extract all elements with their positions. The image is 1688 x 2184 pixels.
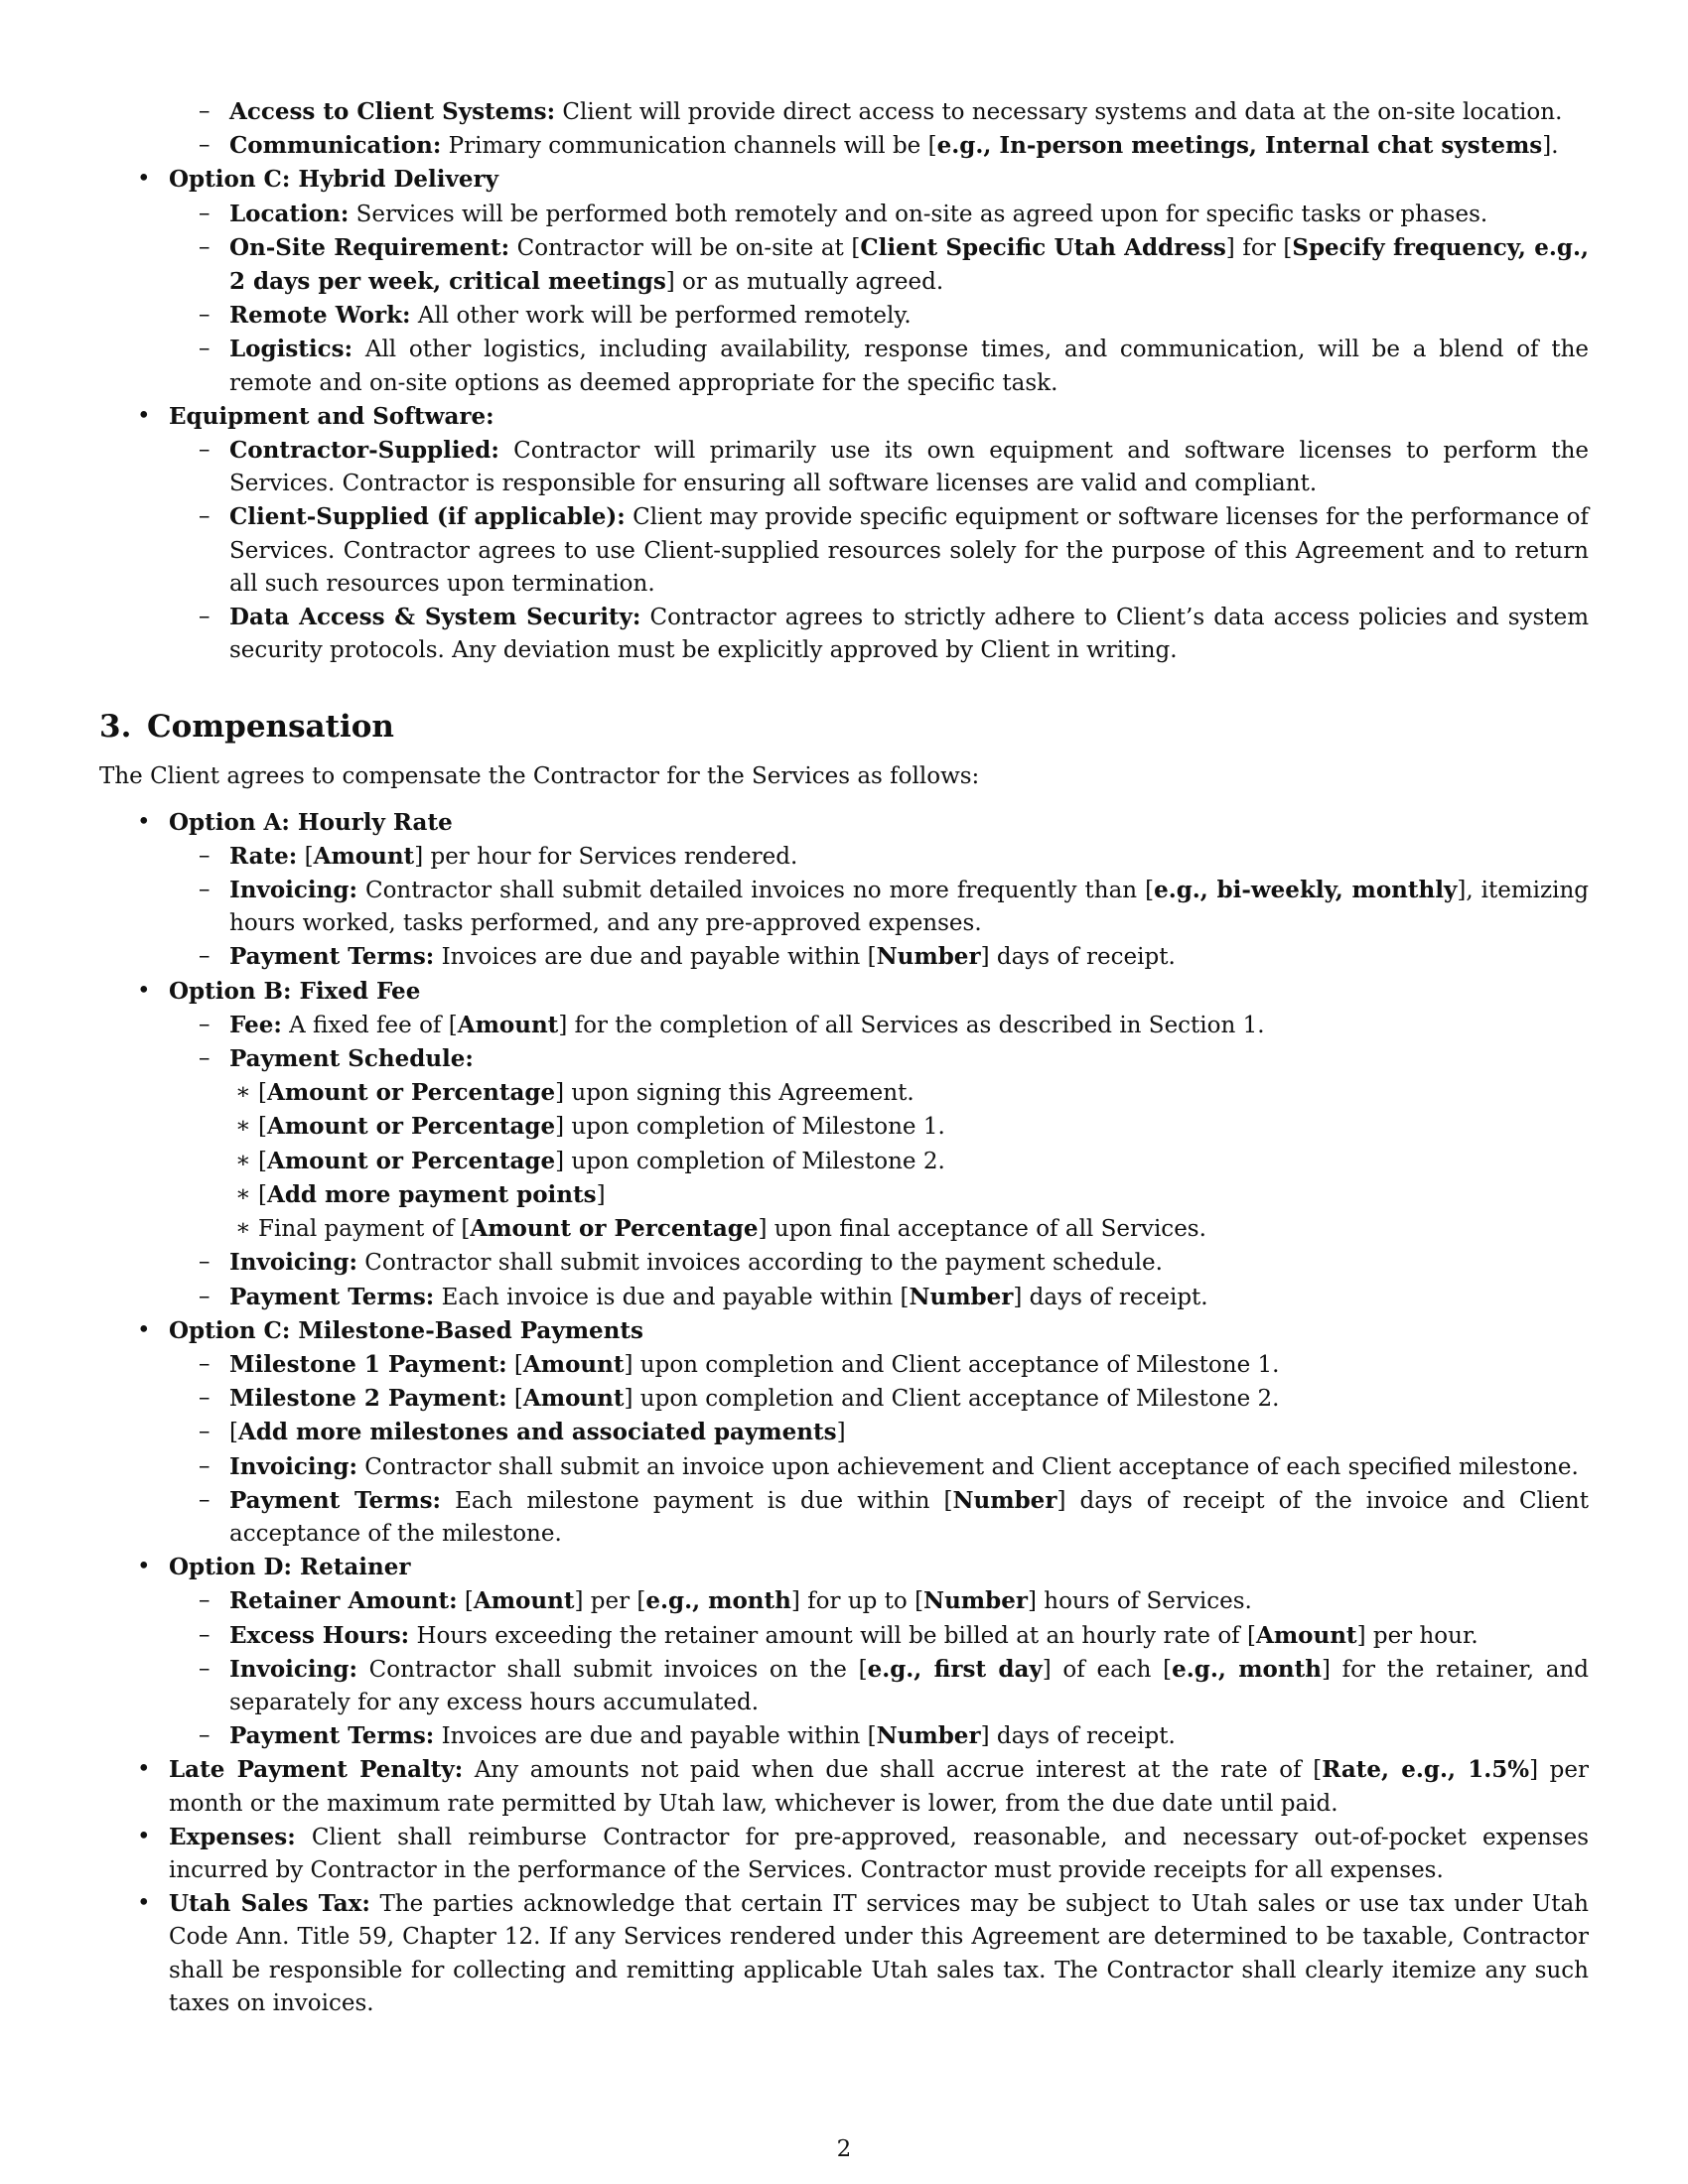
list-item: – Payment Terms: Each invoice is due and payable within [Number] days of receipt.	[199, 1283, 1208, 1310]
list-item: – Location: Services will be performed both remotely and on-site as agreed upon for specific tasks or phases.	[199, 200, 1488, 227]
option-c-hybrid-delivery: • Option C: Hybrid Delivery – Location: Services will be performed both remotely and on-site as agreed upon for specific tasks or phases. – On-Site Requirement: Contractor will be on-site at [Client Specific Utah Address] for [Specify frequency, e.g., 2 days per week, critical meetings] or as mutually agreed. – Remote Work: All other work will be performed remotely. – Logistics: All other logistics, including availability, response times, and communication, will be a blend of the remote and on-site options as deemed appropriate for the specific task.	[99, 163, 1589, 399]
list-item: – On-Site Requirement: Contractor will be on-site at [Client Specific Utah Address] for [Specify frequency, e.g., 2 days per week, critical meetings] or as mutually agreed.	[199, 233, 1589, 296]
equipment-and-software: • Equipment and Software: – Contractor-Supplied: Contractor will primarily use its own equipment and software licenses to perform the Services. Contractor is responsible for ensuring all software licenses are valid and compliant. – Client-Supplied (if applicable): Client may provide specific equipment or software licenses for the performance of Services. Contractor agrees to use Client-supplied resources solely for the purpose of this Agreement and to return all such resources upon termination. – Data Access & System Security: Contractor agrees to strictly adhere to Client’s data access policies and system security protocols. Any deviation must be explicitly approved by Client in writing.	[99, 400, 1589, 668]
option-c-milestone-payments: • Option C: Milestone-Based Payments – Milestone 1 Payment: [Amount] upon completion and Client acceptance of Milestone 1. – Milestone 2 Payment: [Amount] upon completion and Client acceptance of Milestone 2. – [Add more milestones and associated payments] – Invoicing: Contractor shall submit an invoice upon achievement and Client acceptance of each specified milestone. – Payment Terms: Each milestone payment is due within [Number] days of receipt of the invoice and Client acceptance of the milestone.	[99, 1314, 1589, 1551]
list-item: – Fee: A fixed fee of [Amount] for the completion of all Services as described in Section 1.	[199, 1011, 1265, 1038]
section-heading-compensation: 3. Compensation	[99, 709, 394, 746]
list-item: – Payment Terms: Invoices are due and payable within [Number] days of receipt.	[199, 1722, 1176, 1750]
list-item: – Invoicing: Contractor shall submit an invoice upon achievement and Client acceptance of each specified milestone.	[199, 1452, 1579, 1480]
option-b-fixed-fee: • Option B: Fixed Fee – Fee: A fixed fee of [Amount] for the completion of all Services as described in Section 1. – Payment Schedule: ∗ [Amount or Percentage] upon signing this Agreement. ∗ [Amount or Percentage] upon completion of Milestone 1. ∗ [Amount or Percentage] upon completion of Milestone 2. ∗ [Add more payment points] ∗ Final payment of [Amount or Percentage] upon final acceptance of all Services. – Invoicing: Contractor shall submit invoices according to the payment schedule. – Payment Terms: Each invoice is due and payable within [Number] days of receipt.	[99, 975, 1589, 1314]
page-number: 2	[836, 2136, 852, 2162]
schedule-item: ∗ Final payment of [Amount or Percentage] upon final acceptance of all Services.	[235, 1215, 1206, 1243]
list-item: – Access to Client Systems: Client will provide direct access to necessary systems and data at the on-site location.	[199, 98, 1563, 125]
delivery-options-list	[99, 163, 1589, 667]
list-item: – Logistics: All other logistics, including availability, response times, and communication, will be a blend of the remote and on-site options as deemed appropriate for the specific task.	[199, 336, 1589, 396]
list-item: – Communication: Primary communication channels will be [e.g., In-person meetings, Internal chat systems].	[199, 132, 1559, 160]
list-item: – Contractor-Supplied: Contractor will primarily use its own equipment and software licenses to perform the Services. Contractor is responsible for ensuring all software licenses are valid and compliant.	[199, 437, 1589, 497]
schedule-item: ∗ [Amount or Percentage] upon completion of Milestone 1.	[235, 1113, 945, 1141]
list-item: – Invoicing: Contractor shall submit invoices on the [e.g., first day] of each [e.g., month] for the retainer, and separately for any excess hours accumulated.	[199, 1655, 1590, 1715]
utah-sales-tax: • Utah Sales Tax: The parties acknowledge that certain IT services may be subject to Utah sales or use tax under Utah Code Ann. Title 59, Chapter 12. If any Services rendered under this Agreement are determined to be taxable, Contractor shall be responsible for collecting and remitting applicable Utah sales tax. The Contractor shall clearly itemize any such taxes on invoices.	[137, 1890, 1589, 2016]
option-d-retainer: • Option D: Retainer – Retainer Amount: [Amount] per [e.g., month] for up to [Number] hours of Services. – Excess Hours: Hours exceeding the retainer amount will be billed at an hourly rate of [Amount] per hour. – Invoicing: Contractor shall submit invoices on the [e.g., first day] of each [e.g., month] for the retainer, and separately for any excess hours accumulated. – Payment Terms: Invoices are due and payable within [Number] days of receipt.	[99, 1551, 1589, 1753]
payment-schedule: – Payment Schedule: ∗ [Amount or Percentage] upon signing this Agreement. ∗ [Amount or Percentage] upon completion of Milestone 1. ∗ [Amount or Percentage] upon completion of Milestone 2. ∗ [Add more payment points] ∗ Final payment of [Amount or Percentage] upon final acceptance of all Services.	[169, 1042, 1589, 1246]
document-page	[99, 95, 1589, 2020]
list-item: – Invoicing: Contractor shall submit detailed invoices no more frequently than [e.g., bi-weekly, monthly], itemizing hours worked, tasks performed, and any pre-approved expenses.	[199, 877, 1590, 937]
list-item: – Remote Work: All other work will be performed remotely.	[199, 302, 912, 330]
list-item: – Excess Hours: Hours exceeding the retainer amount will be billed at an hourly rate of [Amount] per hour.	[199, 1621, 1478, 1649]
late-payment-penalty: • Late Payment Penalty: Any amounts not paid when due shall accrue interest at the rate of [Rate, e.g., 1.5%] per month or the maximum rate permitted by Utah law, whichever is lower, from the due date until paid.	[137, 1756, 1589, 1817]
expenses: • Expenses: Client shall reimburse Contractor for pre-approved, reasonable, and necessary out-of-pocket expenses incurred by Contractor in the performance of the Services. Contractor must provide receipts for all expenses.	[137, 1823, 1589, 1883]
list-item: – Client-Supplied (if applicable): Client may provide specific equipment or software licenses for the performance of Services. Contractor agrees to use Client-supplied resources solely for the purpose of this Agreement and to return all such resources upon termination.	[199, 503, 1590, 597]
schedule-item: ∗ [Add more payment points]	[235, 1180, 606, 1208]
schedule-item: ∗ [Amount or Percentage] upon signing this Agreement.	[235, 1079, 914, 1107]
list-item: – Payment Terms: Each milestone payment is due within [Number] days of receipt of the invoice and Client acceptance of the milestone.	[199, 1486, 1589, 1547]
list-item: – Payment Terms: Invoices are due and payable within [Number] days of receipt.	[199, 943, 1176, 971]
list-item: – Milestone 2 Payment: [Amount] upon completion and Client acceptance of Milestone 2.	[199, 1385, 1280, 1413]
list-item: – Data Access & System Security: Contractor agrees to strictly adhere to Client’s data access policies and system security protocols. Any deviation must be explicitly approved by Client in writing.	[199, 604, 1589, 664]
list-item: – Invoicing: Contractor shall submit invoices according to the payment schedule.	[199, 1249, 1163, 1277]
list-item: – [Add more milestones and associated payments]	[199, 1419, 846, 1446]
continued-list	[99, 95, 1589, 163]
section-intro: The Client agrees to compensate the Contractor for the Services as follows:	[99, 763, 980, 790]
list-item: – Rate: [Amount] per hour for Services rendered.	[199, 842, 798, 870]
list-item: – Milestone 1 Payment: [Amount] upon completion and Client acceptance of Milestone 1.	[199, 1350, 1280, 1378]
list-item: – Retainer Amount: [Amount] per [e.g., month] for up to [Number] hours of Services.	[199, 1587, 1252, 1615]
option-a-hourly-rate: • Option A: Hourly Rate – Rate: [Amount] per hour for Services rendered. – Invoicing: Contractor shall submit detailed invoices no more frequently than [e.g., bi-weekly, monthly], itemizing hours worked, tasks performed, and any pre-approved expenses. – Payment Terms: Invoices are due and payable within [Number] days of receipt.	[99, 806, 1589, 975]
compensation-options-list	[99, 806, 1589, 2020]
schedule-item: ∗ [Amount or Percentage] upon completion of Milestone 2.	[235, 1147, 945, 1174]
